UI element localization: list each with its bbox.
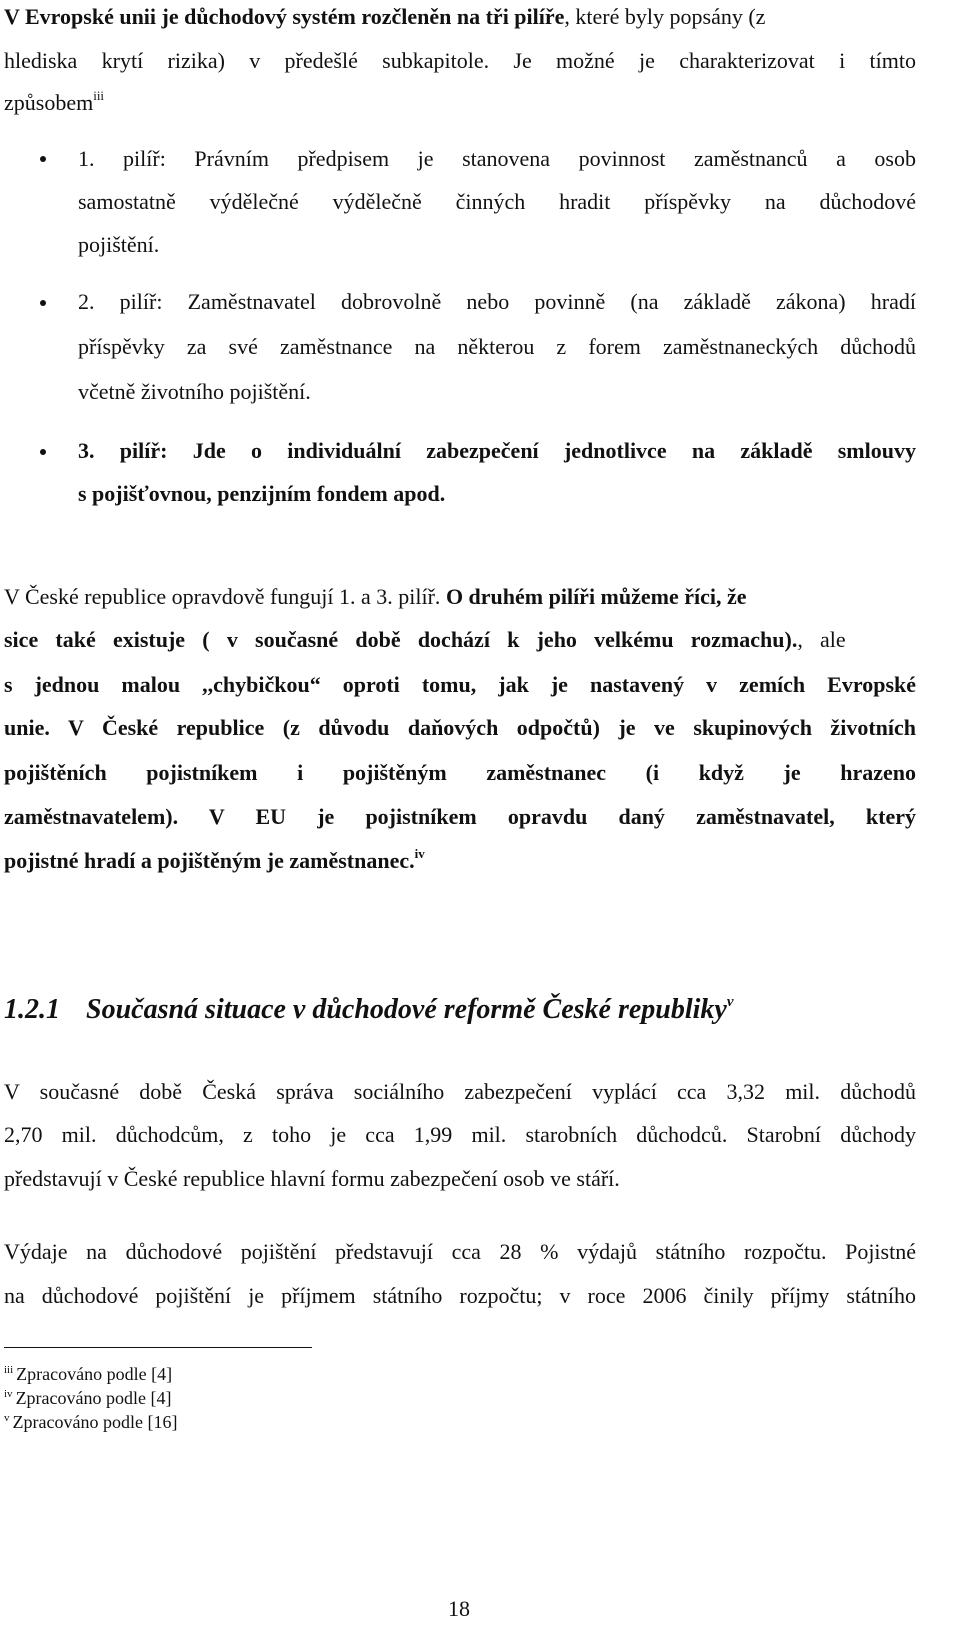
para2-line-7 <box>4 846 916 876</box>
intro-line-3-text: způsobem <box>4 90 94 115</box>
para2-bold-text-2: sice také existuje ( v současné době dochází k jeho velkému rozmachu). <box>4 627 798 652</box>
footnote-ref-iv: iv <box>414 846 425 861</box>
footnote-ref-iii: iii <box>93 88 105 103</box>
page-number: 18 <box>448 1596 470 1621</box>
section-title: Současná situace v důchodové reformě České republiky <box>86 994 727 1025</box>
para2-line-4: unie. V České republice (z důvodu daňových odpočtů) je ve skupinových životních <box>4 715 916 740</box>
para2-line-2 <box>4 625 916 655</box>
pillar-1-line-1: 1. pilíř: Právním předpisem je stanovena povinnost zaměstnanců a osob <box>78 146 916 171</box>
bullet-icon <box>40 156 46 162</box>
intro-bold-text: V Evropské unii je důchodový systém rozčleněn na tři pilíře <box>4 4 565 29</box>
pillar-1-line-3: pojištění. <box>78 232 160 257</box>
para2-line-7-text: pojistné hradí a pojištěným je zaměstnanec. <box>4 848 415 873</box>
footnote-mark: iii <box>4 1364 14 1376</box>
bullet-icon <box>40 300 46 306</box>
para2-normal-text: V České republice opravdově fungují 1. a 3. pilíř. <box>4 584 441 609</box>
intro-line-1 <box>4 2 916 32</box>
footnote-mark: v <box>4 1412 10 1424</box>
pillar-1-line-2: samostatně výdělečné výdělečně činných hradit příspěvky na důchodové <box>78 189 916 214</box>
footnote-text: Zpracováno podle [16] <box>12 1412 178 1432</box>
footnote-text: Zpracováno podle [4] <box>16 1364 173 1384</box>
para2-normal-text-2: , ale <box>797 627 846 652</box>
para2-bold-text: O druhém pilíři můžeme říci, že <box>445 584 747 609</box>
section-number: 1.2.1 <box>4 994 60 1025</box>
footnote-separator <box>4 1347 312 1348</box>
footnote-iii <box>4 1362 172 1386</box>
intro-line-3 <box>4 88 916 118</box>
footnote-ref-v: v <box>726 994 734 1010</box>
footnote-mark: iv <box>4 1388 13 1400</box>
para3-line-1: V současné době Česká správa sociálního zabezpečení vyplácí cca 3,32 mil. důchodů <box>4 1079 916 1104</box>
para2-line-6: zaměstnavatelem). V EU je pojistníkem opravdu daný zaměstnavatel, který <box>4 804 916 829</box>
footnote-iv <box>4 1386 172 1410</box>
pillar-2-line-3: včetně životního pojištění. <box>78 379 311 404</box>
pillar-3-line-2: s pojišťovnou, penzijním fondem apod. <box>78 481 446 506</box>
para4-line-1: Výdaje na důchodové pojištění představují cca 28 % výdajů státního rozpočtu. Pojistné <box>4 1239 916 1264</box>
intro-line-2: hlediska krytí rizika) v předešlé subkapitole. Je možné je charakterizovat i tímto <box>4 48 916 73</box>
para2-line-3: s jednou malou ,,chybičkou“ oproti tomu, jak je nastavený v zemích Evropské <box>4 672 916 697</box>
intro-rest-text: , které byly popsány (z <box>564 4 766 29</box>
pillar-2-line-2: příspěvky za své zaměstnance na některou z forem zaměstnaneckých důchodů <box>78 334 916 359</box>
para3-line-3: představují v České republice hlavní formu zabezpečení osob ve stáří. <box>4 1166 620 1191</box>
bullet-icon <box>40 449 46 455</box>
para2-line-1 <box>4 582 916 612</box>
section-heading <box>4 990 734 1030</box>
footnote-text: Zpracováno podle [4] <box>15 1388 172 1408</box>
para2-line-5: pojištěních pojistníkem i pojištěným zaměstnanec (i když je hrazeno <box>4 760 916 785</box>
para3-line-2: 2,70 mil. důchodcům, z toho je cca 1,99 mil. starobních důchodců. Starobní důchody <box>4 1122 916 1147</box>
pillar-3-line-1: 3. pilíř: Jde o individuální zabezpečení jednotlivce na základě smlouvy <box>78 438 916 463</box>
para4-line-2: na důchodové pojištění je příjmem státního rozpočtu; v roce 2006 činily příjmy státního <box>4 1283 916 1308</box>
footnote-v <box>4 1410 177 1434</box>
pillar-2-line-1: 2. pilíř: Zaměstnavatel dobrovolně nebo povinně (na základě zákona) hradí <box>78 289 916 314</box>
